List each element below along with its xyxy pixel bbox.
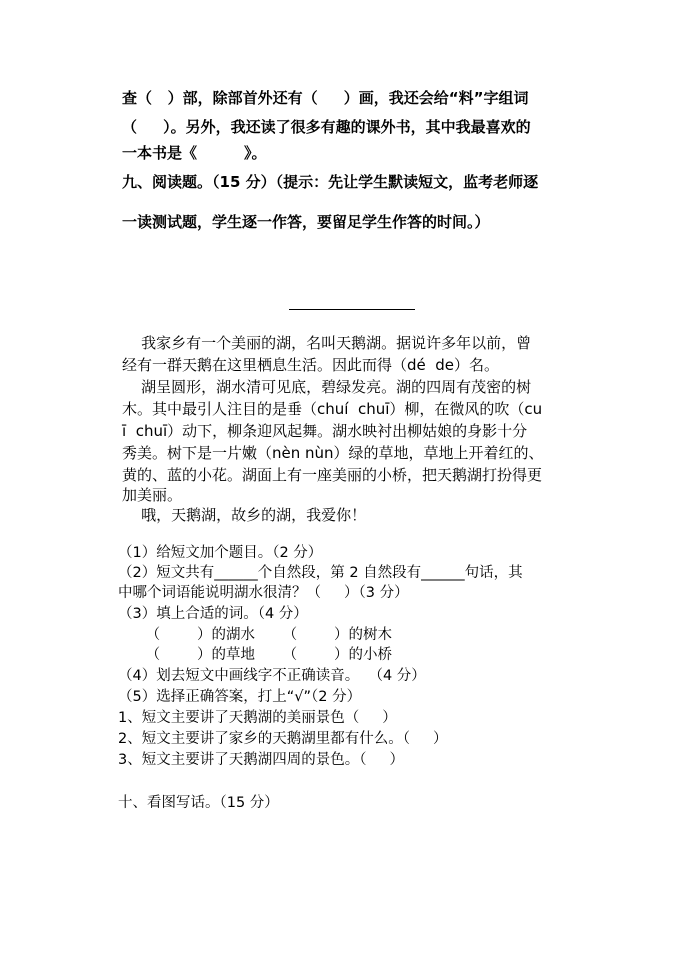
title-blank-line	[289, 309, 415, 310]
section10-heading: 十、看图写话。（15 分）	[118, 795, 279, 811]
text-line: 查（ ）部，除部首外还有（ ）画，我还会给“料”字组词	[122, 89, 529, 107]
heading-continued: 一读测试题，学生逐一作答，要留足学生作答的时间。）	[122, 213, 490, 231]
passage-line: ī chuī）动下，柳条迎风起舞。湖水映衬出柳姑娘的身影十分	[122, 422, 528, 440]
passage-line: 加美丽。	[122, 486, 183, 504]
text-line: （ ）。另外，我还读了很多有趣的课外书，其中我最喜欢的	[122, 118, 531, 136]
question-line: （4）划去短文中画线字不正确读音。 （4 分）	[118, 668, 426, 684]
passage-line: 湖呈圆形，湖水清可见底，碧绿发亮。湖的四周有茂密的树	[122, 378, 532, 396]
question-line: （ ）的草地 （ ）的小桥	[118, 647, 393, 663]
passage-line: 黄的、蓝的小花。湖面上有一座美丽的小桥，把天鹅湖打扮得更	[122, 466, 543, 484]
question-line: （2）短文共有______个自然段，第 2 自然段有______句话，其	[118, 565, 523, 581]
passage-line: 我家乡有一个美丽的湖，名叫天鹅湖。据说许多年以前，曾	[122, 334, 532, 352]
passage-line: 秀美。树下是一片嫩（nèn nùn）绿的草地，草地上开着红的、	[122, 444, 544, 462]
question-line: 中哪个词语能说明湖水很清？（ ）（3 分）	[118, 585, 409, 601]
passage-line: 经有一群天鹅在这里栖息生活。因此而得（dé de）名。	[122, 356, 500, 374]
text-line: 一本书是《 》。	[122, 144, 267, 162]
question-line: （ ）的湖水 （ ）的树木	[118, 627, 393, 643]
question-line: （5）选择正确答案，打上“√”（2 分）	[118, 689, 362, 705]
passage-line: 木。其中最引人注目的是垂（chuí chuī）柳，在微风的吹（cu	[122, 400, 543, 418]
choice-line: 3、短文主要讲了天鹅湖四周的景色。（ ）	[118, 752, 405, 768]
choice-line: 2、短文主要讲了家乡的天鹅湖里都有什么。（ ）	[118, 731, 448, 747]
choice-line: 1、短文主要讲了天鹅湖的美丽景色（ ）	[118, 710, 397, 726]
question-line: （3）填上合适的词。（4 分）	[118, 606, 308, 622]
question-line: （1）给短文加个题目。（2 分）	[118, 545, 323, 561]
passage-line: 哦，天鹅湖，故乡的湖，我爱你！	[122, 506, 367, 524]
heading: 九、阅读题。（15 分）（提示：先让学生默读短文，监考老师逐	[122, 173, 539, 191]
